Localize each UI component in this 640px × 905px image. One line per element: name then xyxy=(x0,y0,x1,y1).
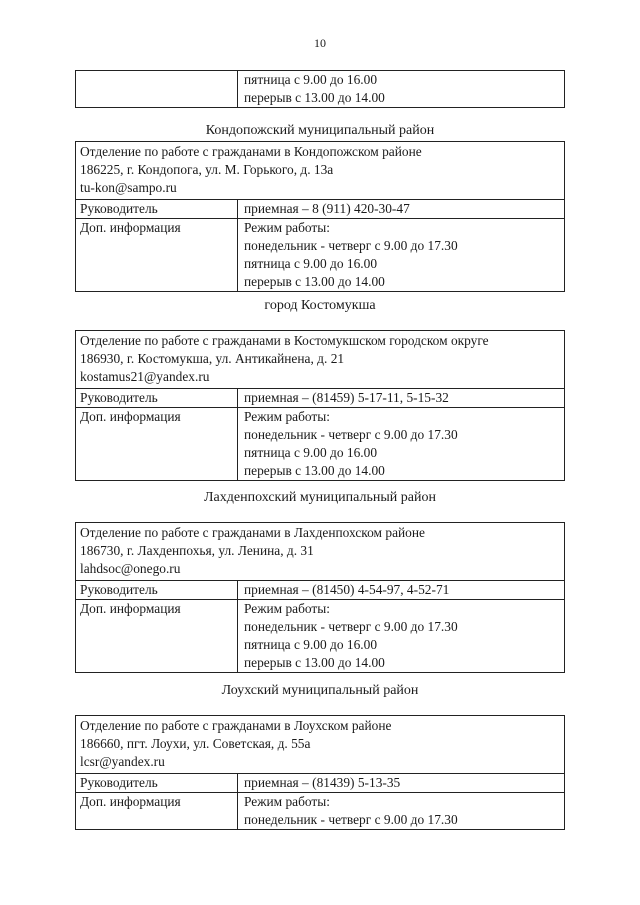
schedule-line: перерыв с 13.00 до 14.00 xyxy=(244,274,385,289)
office-address: 186930, г. Костомукша, ул. Антикайнена, д. 21 xyxy=(80,351,345,366)
office-table xyxy=(75,522,565,673)
schedule-line: понедельник - четверг с 9.00 до 17.30 xyxy=(244,619,458,634)
office-info-cell xyxy=(76,142,565,200)
section-heading: Лахденпохский муниципальный район xyxy=(204,490,436,505)
schedule-line: Режим работы: xyxy=(244,220,330,235)
head-label: Руководитель xyxy=(76,200,238,219)
office-email: lahdsoc@onego.ru xyxy=(80,561,181,576)
office-info-cell xyxy=(76,716,565,774)
info-label: Доп. информация xyxy=(76,219,238,292)
schedule-line: перерыв с 13.00 до 14.00 xyxy=(244,655,385,670)
head-label: Руководитель xyxy=(76,774,238,793)
schedule-line: Режим работы: xyxy=(244,409,330,424)
office-name: Отделение по работе с гражданами в Лоухском районе xyxy=(80,718,392,733)
section-heading: Лоухский муниципальный район xyxy=(221,683,419,698)
office-email: kostamus21@yandex.ru xyxy=(80,369,210,384)
office-email: lcsr@yandex.ru xyxy=(80,754,165,769)
office-table xyxy=(75,141,565,292)
section-heading: Кондопожский муниципальный район xyxy=(205,123,435,138)
office-email: tu-kon@sampo.ru xyxy=(80,180,177,195)
schedule-line: понедельник - четверг с 9.00 до 17.30 xyxy=(244,812,458,827)
head-phone: приемная – (81439) 5-13-35 xyxy=(238,774,565,793)
schedule-cell xyxy=(238,71,565,108)
office-name: Отделение по работе с гражданами в Кондопожском районе xyxy=(80,144,422,159)
info-label: Доп. информация xyxy=(76,408,238,481)
office-table xyxy=(75,330,565,481)
info-cell xyxy=(238,600,565,673)
blank-cell xyxy=(76,71,238,108)
info-cell xyxy=(238,793,565,830)
schedule-line: понедельник - четверг с 9.00 до 17.30 xyxy=(244,238,458,253)
info-label: Доп. информация xyxy=(76,600,238,673)
schedule-line: перерыв с 13.00 до 14.00 xyxy=(244,90,385,105)
head-label: Руководитель xyxy=(76,581,238,600)
head-phone: приемная – (81459) 5-17-11, 5-15-32 xyxy=(238,389,565,408)
schedule-line: Режим работы: xyxy=(244,601,330,616)
info-cell xyxy=(238,408,565,481)
office-name: Отделение по работе с гражданами в Лахденпохском районе xyxy=(80,525,425,540)
office-info-cell xyxy=(76,523,565,581)
office-address: 186225, г. Кондопога, ул. М. Горького, д. 13а xyxy=(80,162,334,177)
schedule-line: пятница с 9.00 до 16.00 xyxy=(244,256,378,271)
office-name: Отделение по работе с гражданами в Костомукшском городском округе xyxy=(80,333,489,348)
schedule-line: пятница с 9.00 до 16.00 xyxy=(244,637,378,652)
section-heading: город Костомукша xyxy=(264,298,376,313)
continued-table xyxy=(75,70,565,108)
page-number: 10 xyxy=(314,36,326,50)
head-phone: приемная – 8 (911) 420-30-47 xyxy=(238,200,565,219)
schedule-line: Режим работы: xyxy=(244,794,330,809)
office-table xyxy=(75,715,565,830)
head-label: Руководитель xyxy=(76,389,238,408)
info-cell xyxy=(238,219,565,292)
schedule-line: пятница с 9.00 до 16.00 xyxy=(244,445,378,460)
schedule-line: понедельник - четверг с 9.00 до 17.30 xyxy=(244,427,458,442)
info-label: Доп. информация xyxy=(76,793,238,830)
schedule-line: перерыв с 13.00 до 14.00 xyxy=(244,463,385,478)
office-address: 186660, пгт. Лоухи, ул. Советская, д. 55а xyxy=(80,736,311,751)
office-info-cell xyxy=(76,331,565,389)
head-phone: приемная – (81450) 4-54-97, 4-52-71 xyxy=(238,581,565,600)
schedule-line: пятница с 9.00 до 16.00 xyxy=(244,72,378,87)
office-address: 186730, г. Лахденпохья, ул. Ленина, д. 31 xyxy=(80,543,314,558)
